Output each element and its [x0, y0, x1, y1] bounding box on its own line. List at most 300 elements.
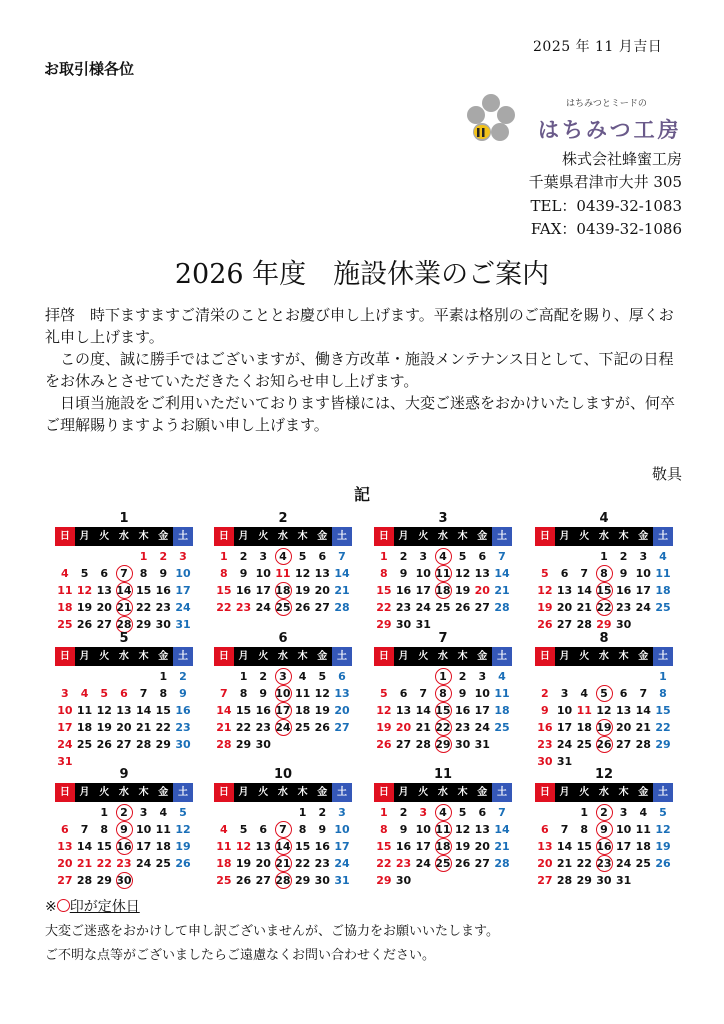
day-cell: 30 [175, 738, 191, 751]
weekday-label: 月 [559, 531, 570, 542]
day-cell: 5 [318, 670, 327, 683]
month-calendar-8 [535, 631, 673, 770]
closed-day: 4 [433, 548, 453, 565]
day-cell: 31 [556, 755, 573, 768]
weekday-label: 木 [138, 651, 149, 662]
closed-day: 7 [273, 821, 293, 838]
month-calendar-10 [214, 767, 352, 889]
day-cell: 21 [415, 721, 431, 734]
day-cell: 8 [380, 567, 388, 580]
day-grid [214, 804, 352, 889]
day-cell: 9 [399, 823, 408, 836]
day-cell: 10 [175, 567, 191, 580]
day-cell: 10 [615, 823, 632, 836]
day-cell: 12 [537, 584, 553, 597]
day-cell: 25 [294, 721, 311, 734]
weekday-label: 水 [118, 651, 129, 662]
empty-cell [94, 548, 114, 565]
empty-cell [574, 668, 594, 685]
day-cell: 27 [474, 857, 490, 870]
day-cell: 25 [635, 857, 651, 870]
day-cell: 16 [255, 704, 271, 717]
day-cell: 23 [175, 721, 191, 734]
day-cell: 6 [478, 806, 487, 819]
weekday-header [374, 783, 512, 802]
closed-day: 4 [273, 548, 293, 565]
weekday-label: 月 [79, 787, 90, 798]
weekday-label: 金 [477, 787, 488, 798]
weekday-label: 日 [214, 647, 234, 666]
day-cell: 23 [255, 721, 271, 734]
day-grid [55, 804, 193, 889]
day-cell: 18 [57, 601, 73, 614]
note: 大変ご迷惑をおかけして申し訳ございませんが、ご協力をお願いいたします。 [45, 924, 499, 939]
day-cell: 3 [619, 806, 628, 819]
day-cell: 5 [458, 550, 467, 563]
empty-cell [214, 668, 234, 685]
day-cell: 28 [334, 601, 350, 614]
weekday-label: 木 [457, 787, 468, 798]
day-cell: 6 [120, 687, 128, 700]
day-cell: 10 [415, 567, 431, 580]
day-cell: 12 [76, 584, 93, 597]
day-cell: 23 [395, 857, 412, 870]
day-cell: 27 [96, 618, 112, 631]
day-cell: 16 [537, 721, 553, 734]
weekday-label: 月 [79, 531, 90, 542]
day-cell: 1 [380, 550, 388, 563]
day-cell: 14 [216, 704, 232, 717]
company-fax: FAX：0439-32-1086 [530, 219, 682, 238]
weekday-label: 日 [535, 783, 555, 802]
legend [45, 896, 140, 916]
weekday-label: 月 [559, 787, 570, 798]
weekday-label: 日 [374, 783, 394, 802]
day-cell: 14 [76, 840, 93, 853]
closed-day: 15 [594, 582, 614, 599]
day-cell: 13 [57, 840, 73, 853]
day-cell: 16 [155, 584, 171, 597]
empty-cell [594, 668, 614, 685]
day-cell: 14 [635, 704, 651, 717]
day-cell: 12 [294, 567, 311, 580]
day-cell: 29 [155, 738, 171, 751]
weekday-label: 木 [618, 531, 629, 542]
weekday-label: 水 [437, 531, 448, 542]
day-cell: 12 [596, 704, 612, 717]
legend-prefix: ※ [45, 899, 57, 915]
closed-day: 25 [273, 599, 293, 616]
day-cell: 21 [494, 840, 510, 853]
day-cell: 9 [159, 567, 168, 580]
day-cell: 25 [435, 601, 451, 614]
closed-day: 5 [594, 685, 614, 702]
weekday-label: 月 [238, 787, 249, 798]
weekday-label: 火 [418, 787, 429, 798]
closed-day: 18 [433, 838, 453, 855]
weekday-header [374, 527, 512, 546]
day-cell: 21 [135, 721, 152, 734]
empty-cell [273, 804, 293, 821]
day-cell: 21 [635, 721, 651, 734]
day-cell: 10 [255, 567, 271, 580]
weekday-label: 金 [477, 531, 488, 542]
day-cell: 17 [635, 584, 651, 597]
day-cell: 12 [454, 567, 471, 580]
day-cell: 13 [615, 704, 632, 717]
day-cell: 5 [380, 687, 388, 700]
day-cell: 2 [619, 550, 628, 563]
closed-day: 22 [594, 599, 614, 616]
day-cell: 3 [61, 687, 69, 700]
day-cell: 15 [96, 840, 112, 853]
weekday-label: 日 [214, 527, 234, 546]
weekday-label: 日 [214, 783, 234, 802]
day-cell: 27 [474, 601, 490, 614]
day-cell: 28 [494, 601, 510, 614]
day-cell: 5 [458, 806, 467, 819]
empty-cell [535, 668, 555, 685]
closed-day: 10 [273, 685, 293, 702]
weekday-header [214, 783, 352, 802]
day-cell: 19 [235, 857, 252, 870]
closed-day: 7 [114, 565, 134, 582]
day-cell: 22 [135, 601, 152, 614]
weekday-label: 月 [398, 787, 409, 798]
day-cell: 29 [96, 874, 112, 887]
day-cell: 7 [220, 687, 228, 700]
day-cell: 1 [580, 806, 589, 819]
day-cell: 2 [458, 670, 467, 683]
empty-cell [55, 804, 75, 821]
day-cell: 24 [474, 721, 490, 734]
day-cell: 20 [615, 721, 632, 734]
day-cell: 4 [580, 687, 589, 700]
day-cell: 26 [76, 618, 93, 631]
day-cell: 11 [57, 584, 73, 597]
day-cell: 13 [556, 584, 573, 597]
day-cell: 7 [639, 687, 648, 700]
closed-day: 8 [433, 685, 453, 702]
closed-day: 26 [594, 736, 614, 753]
month-label: 9 [119, 767, 129, 782]
body-paragraph: この度、誠に勝手ではございますが、働き方改革・施設メンテナンス日として、下記の日程をお休みとさせていただきたくお知らせ申し上げます。 [45, 350, 674, 390]
day-cell: 23 [454, 721, 471, 734]
empty-cell [134, 668, 154, 685]
day-grid [214, 668, 352, 753]
day-cell: 21 [556, 857, 573, 870]
day-cell: 27 [255, 874, 271, 887]
day-cell: 30 [537, 755, 553, 768]
empty-cell [94, 668, 114, 685]
weekday-label: 金 [317, 651, 328, 662]
day-cell: 8 [298, 823, 307, 836]
weekday-label: 火 [418, 531, 429, 542]
document-title: 2026 年度 施設休業のご案内 [174, 259, 550, 290]
day-cell: 6 [619, 687, 628, 700]
day-cell: 3 [419, 806, 428, 819]
weekday-label: 土 [492, 527, 512, 546]
day-cell: 27 [116, 738, 132, 751]
day-cell: 8 [139, 567, 148, 580]
day-cell: 26 [454, 601, 471, 614]
weekday-label: 火 [418, 651, 429, 662]
empty-cell [555, 668, 575, 685]
weekday-label: 土 [653, 783, 673, 802]
day-cell: 11 [294, 687, 311, 700]
day-grid [374, 548, 512, 633]
day-grid [535, 804, 673, 889]
day-cell: 11 [275, 567, 291, 580]
day-cell: 16 [395, 584, 412, 597]
weekday-label: 土 [332, 783, 352, 802]
day-cell: 17 [334, 840, 350, 853]
day-cell: 1 [380, 806, 388, 819]
weekday-header [374, 647, 512, 666]
day-cell: 17 [615, 840, 632, 853]
day-cell: 13 [474, 567, 490, 580]
day-cell: 24 [556, 738, 573, 751]
day-cell: 6 [478, 550, 487, 563]
day-cell: 3 [478, 670, 487, 683]
empty-cell [75, 668, 95, 685]
day-cell: 27 [615, 738, 632, 751]
weekday-header [55, 783, 193, 802]
day-cell: 20 [537, 857, 553, 870]
day-grid [374, 804, 512, 889]
day-cell: 28 [635, 738, 651, 751]
month-calendar-9 [55, 767, 193, 889]
day-cell: 20 [395, 721, 412, 734]
weekday-label: 水 [598, 787, 609, 798]
closing: 敬具 [651, 465, 682, 483]
day-cell: 22 [376, 601, 392, 614]
month-calendar-1 [55, 511, 193, 633]
day-cell: 1 [220, 550, 228, 563]
weekday-label: 火 [258, 787, 269, 798]
month-calendar-7 [374, 631, 512, 753]
day-cell: 4 [659, 550, 667, 563]
weekday-header [55, 527, 193, 546]
day-cell: 20 [116, 721, 132, 734]
day-cell: 8 [659, 687, 667, 700]
day-cell: 17 [415, 584, 431, 597]
day-cell: 4 [220, 823, 228, 836]
day-cell: 9 [541, 704, 549, 717]
weekday-label: 月 [79, 651, 90, 662]
day-cell: 29 [576, 874, 592, 887]
empty-cell [555, 548, 575, 565]
empty-cell [114, 548, 134, 565]
company-tel: TEL：0439-32-1083 [530, 196, 682, 215]
day-cell: 10 [57, 704, 73, 717]
weekday-label: 木 [138, 787, 149, 798]
weekday-label: 金 [158, 787, 169, 798]
closed-day: 11 [433, 821, 453, 838]
day-cell: 7 [80, 823, 89, 836]
day-cell: 19 [376, 721, 392, 734]
day-grid [374, 668, 512, 753]
month-label: 8 [599, 631, 609, 646]
closed-day: 17 [273, 702, 293, 719]
empty-cell [114, 668, 134, 685]
closed-day: 16 [114, 838, 134, 855]
day-cell: 6 [318, 550, 327, 563]
day-cell: 24 [415, 857, 431, 870]
day-cell: 4 [639, 806, 648, 819]
weekday-label: 日 [535, 527, 555, 546]
month-label: 2 [278, 511, 288, 526]
weekday-header [535, 527, 673, 546]
closed-day: 11 [433, 565, 453, 582]
day-cell: 7 [419, 687, 428, 700]
day-cell: 7 [498, 550, 506, 563]
closed-day: 30 [114, 872, 134, 889]
day-cell: 24 [615, 857, 632, 870]
day-grid [214, 548, 352, 616]
day-cell: 6 [560, 567, 569, 580]
day-cell: 9 [179, 687, 187, 700]
day-cell: 30 [155, 618, 171, 631]
day-cell: 15 [235, 704, 252, 717]
closed-day: 21 [273, 855, 293, 872]
day-cell: 11 [494, 687, 510, 700]
day-cell: 19 [454, 584, 471, 597]
day-cell: 8 [380, 823, 388, 836]
day-cell: 7 [498, 806, 506, 819]
day-cell: 16 [235, 584, 252, 597]
day-cell: 22 [655, 721, 671, 734]
day-cell: 22 [96, 857, 112, 870]
closed-day: 4 [433, 804, 453, 821]
day-cell: 12 [235, 840, 252, 853]
issue-date: 2025 年 11 月吉日 [533, 39, 663, 55]
day-cell: 18 [494, 704, 510, 717]
day-cell: 1 [159, 670, 168, 683]
day-cell: 5 [541, 567, 549, 580]
weekday-label: 木 [618, 787, 629, 798]
day-cell: 18 [635, 840, 651, 853]
day-cell: 26 [96, 738, 112, 751]
day-cell: 28 [576, 618, 592, 631]
weekday-label: 火 [258, 531, 269, 542]
day-cell: 8 [239, 687, 248, 700]
month-label: 5 [119, 631, 129, 646]
empty-cell [574, 548, 594, 565]
weekday-label: 日 [374, 527, 394, 546]
closed-day: 2 [114, 804, 134, 821]
weekday-label: 土 [492, 783, 512, 802]
day-cell: 1 [298, 806, 307, 819]
day-cell: 13 [395, 704, 412, 717]
weekday-label: 土 [173, 527, 193, 546]
day-cell: 21 [334, 584, 350, 597]
day-cell: 3 [338, 806, 346, 819]
empty-cell [614, 668, 634, 685]
closed-day: 21 [114, 599, 134, 616]
day-cell: 23 [537, 738, 553, 751]
closed-day: 15 [433, 702, 453, 719]
empty-cell [535, 548, 555, 565]
day-cell: 19 [655, 840, 671, 853]
day-cell: 13 [255, 840, 271, 853]
day-cell: 15 [655, 704, 671, 717]
day-cell: 20 [314, 584, 330, 597]
day-cell: 24 [175, 601, 191, 614]
day-cell: 2 [541, 687, 549, 700]
ki-heading: 記 [353, 485, 370, 504]
day-cell: 16 [175, 704, 191, 717]
day-cell: 20 [474, 584, 490, 597]
day-cell: 3 [560, 687, 569, 700]
day-cell: 12 [175, 823, 191, 836]
empty-cell [555, 804, 575, 821]
day-cell: 21 [576, 601, 592, 614]
month-calendar-6 [214, 631, 352, 753]
empty-cell [55, 548, 75, 565]
month-label: 3 [438, 511, 448, 526]
day-cell: 17 [175, 584, 191, 597]
day-cell: 30 [596, 874, 612, 887]
day-cell: 18 [294, 704, 311, 717]
closed-day: 28 [114, 616, 134, 633]
weekday-label: 木 [618, 651, 629, 662]
day-cell: 27 [57, 874, 73, 887]
weekday-label: 火 [579, 787, 590, 798]
day-cell: 22 [155, 721, 171, 734]
day-cell: 27 [395, 738, 412, 751]
day-cell: 8 [220, 567, 228, 580]
month-calendar-12 [535, 767, 673, 889]
day-cell: 24 [415, 601, 431, 614]
day-cell: 17 [255, 584, 271, 597]
day-cell: 20 [334, 704, 350, 717]
day-cell: 7 [338, 550, 346, 563]
weekday-label: 日 [55, 783, 75, 802]
weekday-label: 金 [638, 651, 649, 662]
day-cell: 25 [57, 618, 73, 631]
weekday-label: 金 [317, 531, 328, 542]
month-label: 6 [278, 631, 288, 646]
day-cell: 17 [556, 721, 573, 734]
day-cell: 30 [395, 874, 412, 887]
weekday-label: 水 [118, 787, 129, 798]
weekday-label: 木 [457, 531, 468, 542]
closed-day: 14 [273, 838, 293, 855]
day-cell: 3 [419, 550, 428, 563]
weekday-label: 木 [297, 531, 308, 542]
day-cell: 31 [415, 618, 431, 631]
day-cell: 25 [494, 721, 510, 734]
day-cell: 8 [100, 823, 109, 836]
day-cell: 11 [655, 567, 671, 580]
weekday-label: 土 [492, 647, 512, 666]
day-cell: 23 [116, 857, 132, 870]
day-cell: 19 [76, 601, 93, 614]
day-cell: 26 [376, 738, 392, 751]
day-cell: 27 [314, 601, 330, 614]
weekday-label: 木 [138, 531, 149, 542]
day-cell: 9 [259, 687, 268, 700]
day-cell: 10 [334, 823, 350, 836]
day-cell: 2 [179, 670, 187, 683]
day-cell: 2 [239, 550, 248, 563]
day-cell: 28 [415, 738, 431, 751]
weekday-label: 月 [559, 651, 570, 662]
closed-day: 29 [433, 736, 453, 753]
day-cell: 17 [135, 840, 152, 853]
day-cell: 4 [498, 670, 506, 683]
